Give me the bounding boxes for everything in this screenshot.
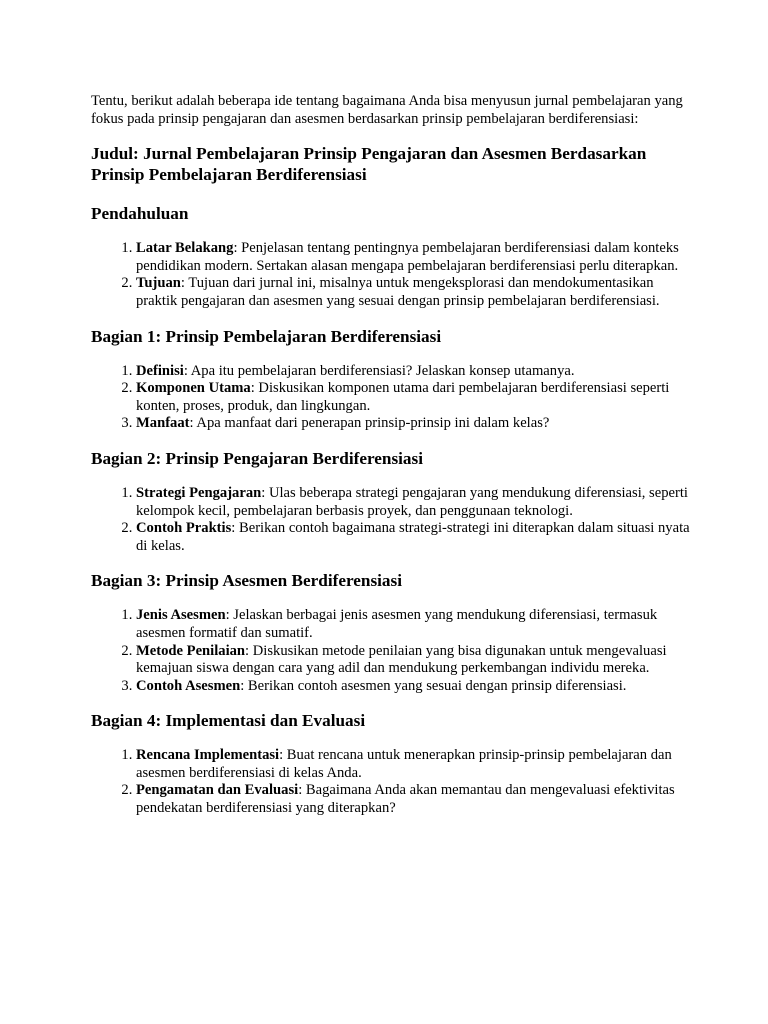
section-heading: Bagian 3: Prinsip Asesmen Berdiferensiasi [91,571,402,591]
item-text: : Berikan contoh bagaimana strategi-strategi ini diterapkan dalam situasi nyata di kelas. [136,520,690,554]
list-item [136,643,691,678]
item-term: Contoh Asesmen [136,677,241,694]
section-list [91,607,691,695]
list-item [136,380,691,415]
item-text: : Penjelasan tentang pentingnya pembelajaran berdiferensiasi dalam konteks pendidikan modern. Sertakan alasan mengapa pembelajaran berdiferensiasi perlu diterapkan. [136,240,679,274]
section-list [91,363,691,433]
section-heading: Bagian 4: Implementasi dan Evaluasi [91,711,366,731]
section-heading: Bagian 1: Prinsip Pembelajaran Berdiferensiasi [91,326,442,346]
item-term: Definisi [136,362,184,379]
item-term: Contoh Praktis [136,520,232,537]
list-item [136,240,691,275]
list-item [136,485,691,520]
section-heading: Bagian 2: Prinsip Pengajaran Berdiferensiasi [91,448,423,468]
item-text: : Buat rencana untuk menerapkan prinsip-prinsip pembelajaran dan asesmen berdiferensiasi di kelas Anda. [136,747,672,781]
document-title: Judul: Jurnal Pembelajaran Prinsip Pengajaran dan Asesmen Berdasarkan Prinsip Pembelajaran Berdiferensiasi [91,144,647,185]
item-term: Latar Belakang [136,240,234,257]
section-list [91,485,691,555]
item-text: : Apa manfaat dari penerapan prinsip-prinsip ini dalam kelas? [189,415,550,432]
document-page [91,93,691,818]
list-item [136,747,691,782]
section-list [91,747,691,817]
item-term: Jenis Asesmen [136,607,226,624]
section-heading: Pendahuluan [91,204,189,224]
item-term: Rencana Implementasi [136,747,280,764]
item-text: : Diskusikan metode penilaian yang bisa digunakan untuk mengevaluasi kemajuan siswa dengan cara yang adil dan mendukung perkembangan individu mereka. [136,642,667,677]
item-term: Strategi Pengajaran [136,484,262,501]
item-term: Komponen Utama [136,380,251,397]
section-list [91,240,691,310]
item-text: : Ulas beberapa strategi pengajaran yang mendukung diferensiasi, seperti kelompok kecil, pembelajaran berbasis proyek, dan penggunaan teknologi. [136,484,688,519]
section-bagian-2 [91,448,691,555]
section-pendahuluan [91,203,691,310]
section-bagian-1 [91,326,691,433]
item-term: Manfaat [136,415,190,432]
list-item [136,782,691,817]
item-text: : Apa itu pembelajaran berdiferensiasi? Jelaskan konsep utamanya. [183,362,575,379]
item-term: Tujuan [136,275,181,292]
list-item [136,607,691,642]
item-text: : Jelaskan berbagai jenis asesmen yang mendukung diferensiasi, termasuk asesmen formatif dan sumatif. [136,607,658,641]
item-text: : Bagaimana Anda akan memantau dan mengevaluasi efektivitas pendekatan berdiferensiasi yang diterapkan? [136,782,675,817]
list-item [136,415,691,433]
intro-paragraph: Tentu, berikut adalah beberapa ide tentang bagaimana Anda bisa menyusun jurnal pembelajaran yang fokus pada prinsip pengajaran dan asesmen berdasarkan prinsip pembelajaran berdiferensiasi: [91,93,683,127]
section-bagian-3 [91,570,691,695]
item-text: : Berikan contoh asesmen yang sesuai dengan prinsip diferensiasi. [240,677,627,694]
list-item [136,520,691,555]
section-bagian-4 [91,710,691,817]
list-item [136,275,691,310]
item-term: Pengamatan dan Evaluasi [136,782,299,799]
list-item [136,363,691,381]
item-text: : Tujuan dari jurnal ini, misalnya untuk mengeksplorasi dan mendokumentasikan praktik pengajaran dan asesmen yang sesuai dengan prinsip pembelajaran berdiferensiasi. [136,275,660,309]
item-term: Metode Penilaian [136,642,246,659]
item-text: : Diskusikan komponen utama dari pembelajaran berdiferensiasi seperti konten, proses, produk, dan lingkungan. [136,380,670,414]
list-item [136,678,691,696]
